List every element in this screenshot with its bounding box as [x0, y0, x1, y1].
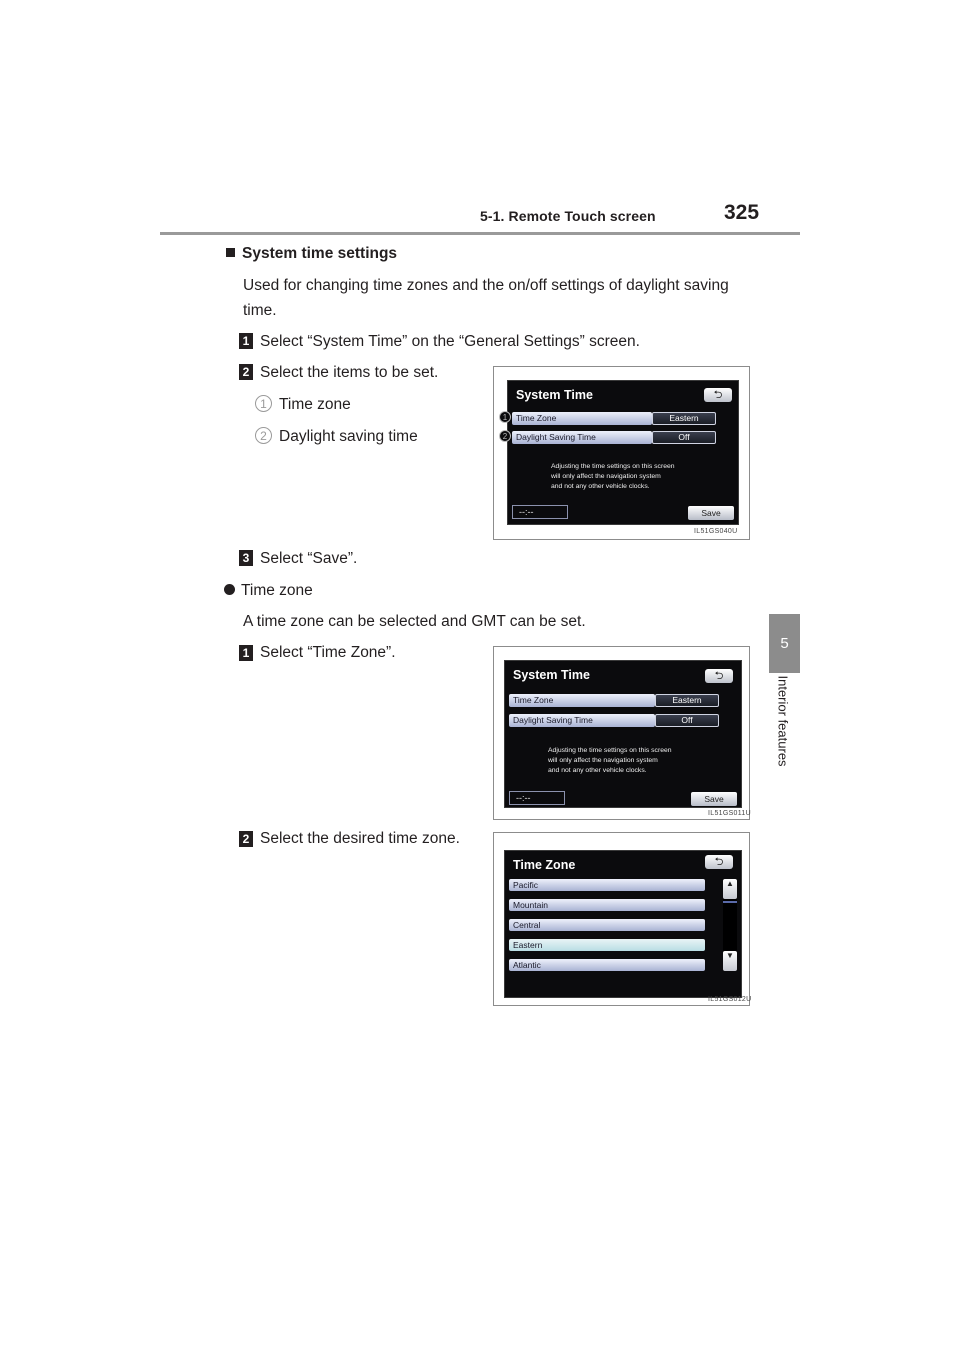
time-zone-row[interactable]: Time Zone — [509, 694, 655, 707]
step-number: 2 — [239, 364, 253, 380]
time-zone-option-selected[interactable]: Eastern — [509, 939, 705, 951]
bullet-description: A time zone can be selected and GMT can be set. — [243, 613, 586, 630]
bullet-title: Time zone — [241, 582, 313, 599]
daylight-saving-value: Off — [655, 714, 719, 727]
figure-code: IL51GS012U — [708, 996, 752, 1003]
clock-display: --:-- — [512, 505, 568, 519]
info-message-line: and not any other vehicle clocks. — [551, 483, 650, 490]
page-number: 325 — [724, 201, 760, 224]
info-message-line: Adjusting the time settings on this screen — [551, 463, 675, 470]
time-zone-option[interactable]: Pacific — [509, 879, 705, 891]
callout-marker: 1 — [499, 411, 511, 423]
save-button[interactable]: Save — [688, 506, 734, 520]
figure-code: IL51GS011U — [708, 810, 751, 817]
step-number: 1 — [239, 645, 253, 661]
back-button[interactable]: ⮌ — [705, 669, 733, 683]
chapter-label — [767, 675, 797, 784]
step-number: 3 — [239, 550, 253, 566]
daylight-saving-row[interactable]: Daylight Saving Time — [509, 714, 655, 727]
back-button[interactable]: ⮌ — [705, 855, 733, 869]
section-heading — [226, 244, 397, 264]
step-text: Select the desired time zone. — [260, 830, 460, 847]
step-text: Select “Time Zone”. — [260, 644, 396, 661]
screenshot-system-time-callouts — [493, 366, 750, 540]
figure-code: IL51GS040U — [694, 528, 738, 535]
time-zone-option[interactable]: Mountain — [509, 899, 705, 911]
step-text: Select “System Time” on the “General Settings” screen. — [260, 333, 640, 350]
time-zone-row[interactable]: Time Zone — [512, 412, 652, 425]
clock-display: --:-- — [509, 791, 565, 805]
intro-text-line1: Used for changing time zones and the on/off settings of daylight saving — [243, 277, 729, 294]
chapter-label-text: Interior features — [775, 675, 791, 767]
info-message-line: will only affect the navigation system — [548, 757, 658, 764]
item-text: Time zone — [279, 396, 351, 413]
daylight-saving-row[interactable]: Daylight Saving Time — [512, 431, 652, 444]
screen-title: Time Zone — [513, 858, 576, 872]
chapter-tab: 5 — [769, 614, 800, 673]
section-title: System time settings — [242, 245, 398, 262]
daylight-saving-value: Off — [652, 431, 716, 444]
bullet-heading — [224, 581, 313, 601]
header-rule — [160, 232, 800, 235]
scrollbar-thumb[interactable] — [723, 901, 737, 903]
save-button[interactable]: Save — [691, 792, 737, 806]
item-text: Daylight saving time — [279, 428, 418, 445]
back-button[interactable]: ⮌ — [704, 388, 732, 402]
scroll-down-button[interactable]: ▼ — [723, 951, 737, 971]
display-screen — [504, 660, 742, 808]
time-zone-value: Eastern — [655, 694, 719, 707]
callout-number: 2 — [255, 427, 272, 444]
step-text: Select the items to be set. — [260, 364, 439, 381]
screenshot-time-zone — [493, 832, 750, 1006]
intro-text-line2: time. — [243, 302, 277, 319]
display-screen — [504, 850, 742, 998]
running-header: 5-1. Remote Touch screen — [480, 208, 656, 224]
info-message-line: and not any other vehicle clocks. — [548, 767, 647, 774]
callout-number: 1 — [255, 395, 272, 412]
info-message-line: Adjusting the time settings on this screen — [548, 747, 672, 754]
time-zone-value: Eastern — [652, 412, 716, 425]
scroll-up-button[interactable]: ▲ — [723, 879, 737, 899]
square-bullet-icon — [226, 248, 235, 257]
step-number: 1 — [239, 333, 253, 349]
time-zone-option[interactable]: Atlantic — [509, 959, 705, 971]
callout-marker: 2 — [499, 430, 511, 442]
round-bullet-icon — [224, 584, 235, 595]
time-zone-option[interactable]: Central — [509, 919, 705, 931]
info-message-line: will only affect the navigation system — [551, 473, 661, 480]
step-text: Select “Save”. — [260, 550, 358, 567]
screenshot-system-time — [493, 646, 750, 820]
display-screen — [507, 380, 739, 525]
screen-title: System Time — [516, 388, 593, 402]
screen-title: System Time — [513, 668, 590, 682]
step-number: 2 — [239, 831, 253, 847]
